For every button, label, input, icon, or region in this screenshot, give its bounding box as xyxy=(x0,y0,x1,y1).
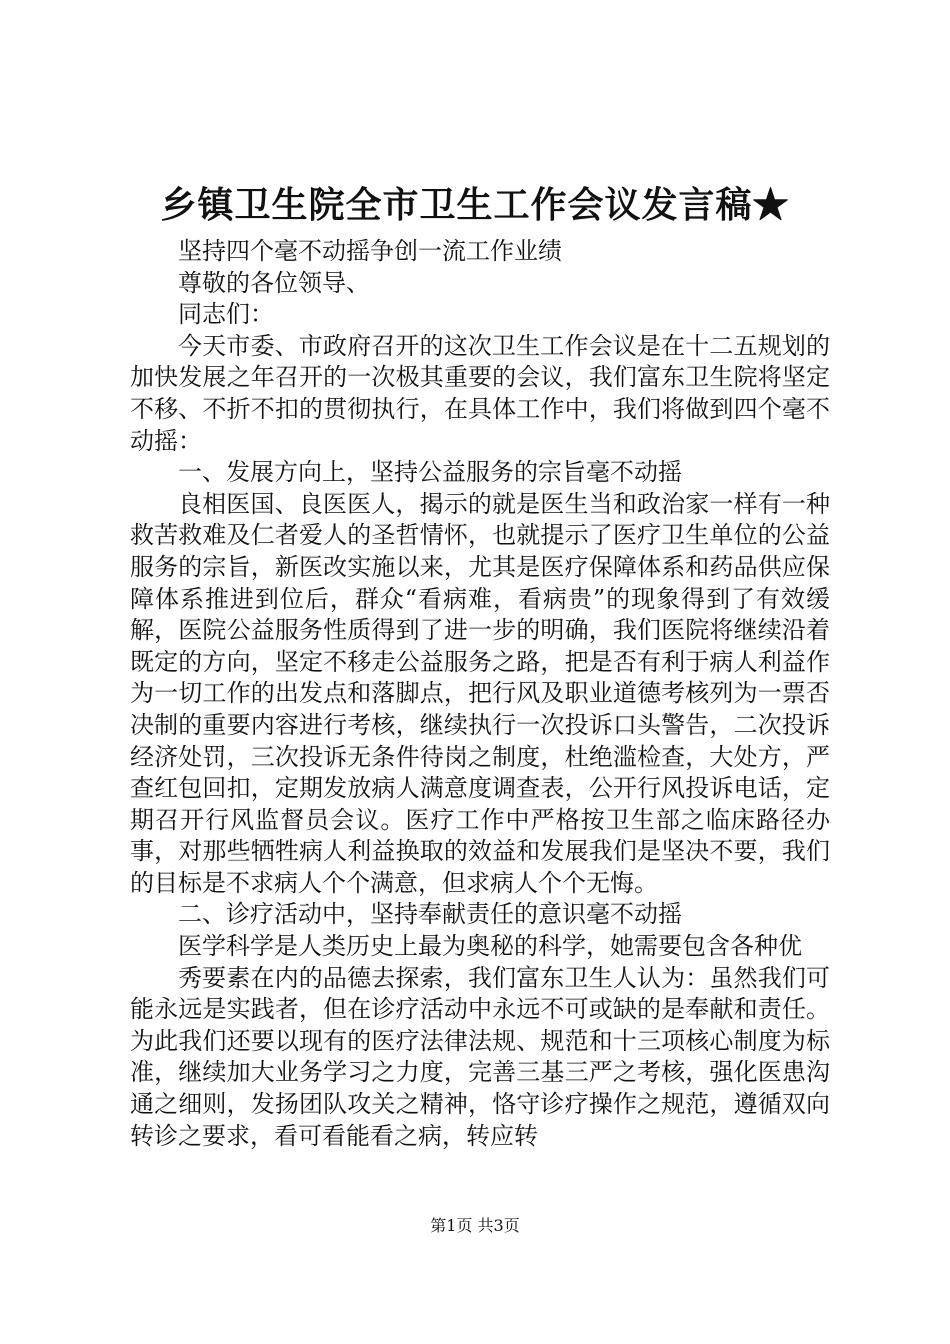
salutation-paragraph: 尊敬的各位领导、 xyxy=(178,268,370,297)
subtitle-paragraph: 坚持四个毫不动摇争创一流工作业绩 xyxy=(178,237,562,265)
body-paragraph: 秀要素在内的品德去探索，我们富东卫生人认为：虽然我们可能永远是实践者，但在诊疗活动中永远不可或缺的是奉献和责任。为此我们还要以现有的医疗法律法规、规范和十三项核心制度为标准，继续加大业务学习之力度，完善三基三严之考核，强化医患沟通之细则，发扬团队攻关之精神，恪守诊疗操作之规范，遵循双向转诊之要求，看可看能看之病，转应转 xyxy=(130,963,830,1150)
body-paragraph: 今天市委、市政府召开的这次卫生工作会议是在十二五规划的加快发展之年召开的一次极其重要的会议，我们富东卫生院将坚定不移、不折不扣的贯彻执行，在具体工作中，我们将做到四个毫不动摇： xyxy=(130,331,830,455)
document-body xyxy=(130,236,830,1152)
section-heading: 二、诊疗活动中，坚持奉献责任的意识毫不动摇 xyxy=(178,900,682,929)
body-paragraph: 医学科学是人类历史上最为奥秘的科学，她需要包含各种优 xyxy=(178,932,802,961)
salutation-paragraph: 同志们： xyxy=(178,300,274,329)
page-footer: 第1页 共3页 xyxy=(430,1216,520,1235)
document-title: 乡镇卫生院全市卫生工作会议发言稿★ xyxy=(160,184,790,226)
section-heading: 一、发展方向上，坚持公益服务的宗旨毫不动摇 xyxy=(178,458,682,487)
body-paragraph: 良相医国、良医医人，揭示的就是医生当和政治家一样有一种救苦救难及仁者爱人的圣哲情怀，也就提示了医疗卫生单位的公益服务的宗旨，新医改实施以来，尤其是医疗保障体系和药品供应保障体系推进到位后，群众“看病难，看病贵”的现象得到了有效缓解，医院公益服务性质得到了进一步的明确，我们医院将继续沿着既定的方向，坚定不移走公益服务之路，把是否有利于病人利益作为一切工作的出发点和落脚点，把行风及职业道德考核列为一票否决制的重要内容进行考核，继续执行一次投诉口头警告，二次投诉经济处罚，三次投诉无条件待岗之制度，杜绝滥检查，大处方，严查红包回扣，定期发放病人满意度调查表，公开行风投诉电话，定期召开行风监督员会议。医疗工作中严格按卫生部之临床路径办事，对那些牺牲病人利益换取的效益和发展我们是坚决不要，我们的目标是不求病人个个满意，但求病人个个无悔。 xyxy=(130,489,830,897)
